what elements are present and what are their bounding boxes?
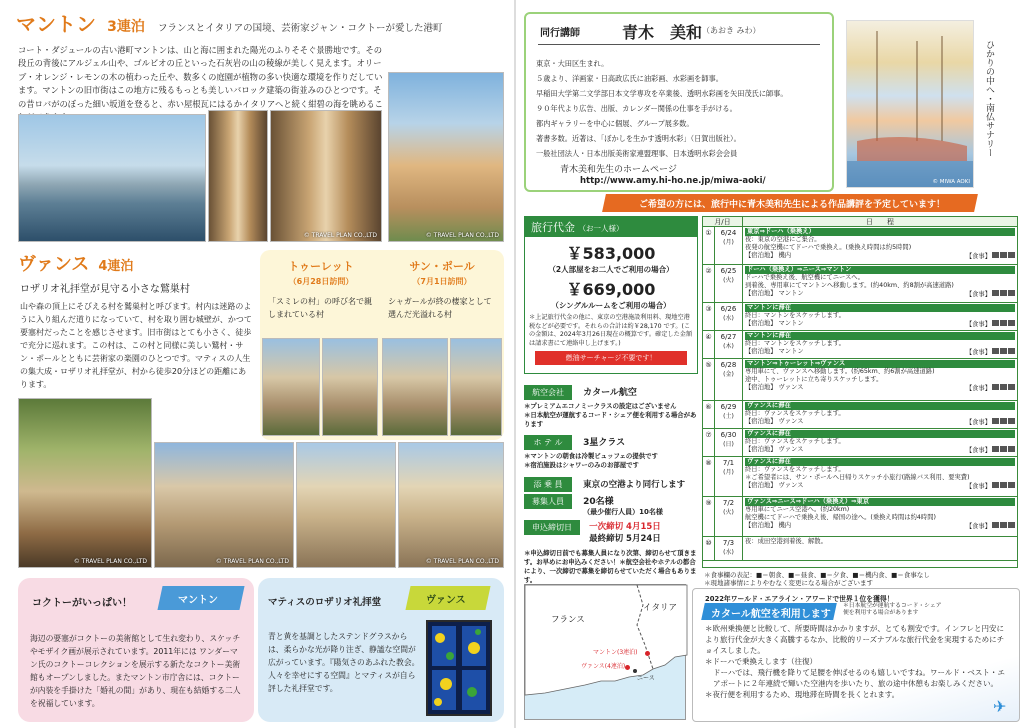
bio-line: 東京・大田区生まれ。: [536, 59, 609, 68]
schedule-row: [703, 227, 1017, 265]
schedule-activity: 終日：ヴァンスをスケッチします。: [745, 438, 845, 445]
schedule-day-number: ③: [703, 303, 715, 330]
schedule-rows: [703, 227, 1017, 561]
meal-icon: [992, 348, 999, 354]
schedule-day-number: ⑤: [703, 359, 715, 400]
schedule-day-number: ⑩: [703, 537, 715, 560]
qatar-title: カタール航空を利用します: [711, 609, 831, 620]
menton-harbor-photo: [18, 114, 206, 242]
saintpaul-date: （7月1日訪問）: [412, 277, 472, 286]
schedule-route: マントンに滞在: [745, 304, 1015, 312]
meal-icon: [1000, 252, 1007, 258]
schedule-day-number: ①: [703, 227, 715, 264]
vence-header: [18, 250, 268, 274]
saintpaul-name: サン・ポール: [409, 260, 475, 273]
schedule-date-value: 6/27: [720, 333, 737, 341]
meal-icon: [1000, 522, 1007, 528]
instructor-reading: （あおき みわ）: [702, 26, 761, 35]
meal-icon: [1000, 320, 1007, 326]
schedule-date-value: 7/1: [722, 459, 735, 467]
qatar-award: 2022年ワールド・エアライン・アワードで世界１位を獲得！: [705, 595, 894, 603]
menton-nights: 3連泊: [107, 19, 145, 35]
bio-line: 著書多数。近著は、「ぼかしを生かす透明水彩」（日賀出版社）。: [536, 134, 741, 143]
painting-image: [846, 20, 974, 188]
schedule-stay: [745, 320, 1015, 329]
schedule-stay-place: 【宿泊地】 マントン: [745, 290, 804, 297]
schedule-stay: [745, 348, 1015, 357]
schedule-meal: 【食事】: [966, 348, 1015, 357]
tourrettes-desc: 「スミレの村」の呼び名で親しまれている村: [268, 297, 372, 319]
schedule-row: [703, 457, 1017, 497]
schedule-route: ヴァンスに滞在: [745, 402, 1015, 410]
meal-icon: [1008, 290, 1015, 296]
meal-icon: [1008, 446, 1015, 452]
instructor-name: 青木 美和: [622, 23, 703, 42]
price-amount-1: ￥583,000: [566, 244, 656, 263]
cocteau-box: [18, 578, 254, 722]
menton-town-photo: [388, 72, 504, 242]
schedule-stay-place: 【宿泊地】 マントン: [745, 348, 804, 355]
schedule-weekday: (火): [723, 277, 734, 284]
meal-icon: [1000, 290, 1007, 296]
schedule-stay: [745, 418, 1015, 427]
schedule-date: [715, 227, 742, 264]
schedule-date: [715, 359, 742, 400]
schedule-date: [715, 537, 742, 560]
schedule-date-value: 6/25: [720, 267, 737, 275]
schedule-row: [703, 359, 1017, 401]
schedule-legend-2: ＊現地諸事情によりやむなく変更になる場合がございます: [704, 579, 873, 587]
schedule-meal: 【食事】: [966, 522, 1015, 531]
schedule-date-cell: [703, 537, 743, 560]
airline-row: [524, 380, 698, 429]
schedule-route: ヴァンスに滞在: [745, 430, 1015, 438]
cocteau-tag-label: マントン: [178, 595, 218, 606]
schedule-date-cell: [703, 359, 743, 400]
schedule-date-cell: [703, 303, 743, 330]
photo-credit: © TRAVEL PLAN CO.,LTD: [73, 558, 147, 565]
schedule-activity: 航空機にてドーハで乗換え後、帰国の途へ。(乗換え時間は約4時間): [745, 514, 936, 521]
schedule-stay: [745, 252, 1015, 261]
homepage-link[interactable]: http://www.amy.hi-ho.ne.jp/miwa-aoki/: [580, 176, 766, 186]
schedule-plan-cell: [743, 401, 1017, 428]
schedule-day-number: ②: [703, 265, 715, 302]
airline-label: 航空会社: [524, 385, 572, 400]
schedule-date-value: 6/28: [720, 361, 737, 369]
escort-label: 添 乗 員: [524, 477, 572, 492]
price-label: 旅行代金: [531, 221, 575, 234]
schedule-stay-place: 【宿泊地】 機内: [745, 252, 792, 259]
airline-value: カタール航空: [583, 388, 637, 398]
meal-icon: [992, 418, 999, 424]
cocteau-heading: コクトーがいっぱい！: [32, 598, 132, 609]
schedule-weekday: (火): [723, 509, 734, 516]
meal-icon: [992, 290, 999, 296]
matisse-box: [258, 578, 504, 722]
hotel-note: ＊宿泊施設はシャワーのみのお部屋です: [524, 461, 639, 469]
schedule-plan-cell: [743, 497, 1017, 536]
schedule-activity: 夜発の航空機にてドーハで乗換え。(乗換え時間は約5時間): [745, 244, 912, 251]
schedule-weekday: (木): [723, 343, 734, 350]
schedule-date: [715, 497, 742, 536]
saintpaul-block: [382, 258, 502, 321]
schedule-plan-cell: [743, 227, 1017, 264]
tourrettes-photo-2: [322, 338, 378, 436]
instructor-name-underline: [538, 44, 820, 45]
meal-icon: [992, 482, 999, 488]
schedule-stay-place: 【宿泊地】 ヴァンス: [745, 482, 804, 489]
schedule-meal: 【食事】: [966, 446, 1015, 455]
menton-alley-photo-2: [270, 110, 382, 242]
recruit-label: 募集人員: [524, 494, 572, 509]
airline-note: ＊日本航空が運航するコード・シェア便を利用する場合があります: [524, 411, 697, 428]
schedule-date: [715, 401, 742, 428]
deadline-row: [524, 520, 698, 585]
stained-glass-image: [426, 620, 492, 716]
schedule-plan-cell: [743, 303, 1017, 330]
vence-fountain-photo-1: [296, 442, 396, 568]
schedule-activity: 到着後、専用車にてマントンへ移動します。(約40km、約8割が高速道路): [745, 282, 954, 289]
schedule-activity: 終日：ヴァンスをスケッチします。: [745, 410, 845, 417]
schedule-stay-place: 【宿泊地】 ヴァンス: [745, 446, 804, 453]
schedule-activity: ドーハで乗換え後、航空機にてニースへ。: [745, 274, 864, 281]
schedule-meal: 【食事】: [966, 290, 1015, 299]
bio-line: ９０年代より広告、出版、カレンダー関係の仕事を手がける。: [536, 104, 737, 113]
schedule-stay-place: 【宿泊地】 マントン: [745, 320, 804, 327]
col-date-header: 月/日: [703, 217, 743, 226]
menton-alley-photo-1: [208, 110, 268, 242]
map-label-vence: ヴァンス(4連泊): [581, 663, 626, 670]
schedule-date-value: 7/2: [722, 499, 735, 507]
schedule-date-cell: [703, 265, 743, 302]
matisse-body: 青と黄を基調としたステンドグラスからは、柔らかな光が降り注ぎ、静謐な空間が広がっています。『陽気さのあふれた教会。人々を幸せにする空間』とマティスが自ら評した礼拝堂です。: [268, 632, 420, 693]
price-note-2: （シングルルームをご利用の場合）: [551, 301, 671, 310]
meal-icon: [992, 252, 999, 258]
schedule-date: [715, 429, 742, 456]
schedule-activity: 途中、トゥーレットに立ち寄りスケッチします。: [745, 376, 883, 383]
schedule-date-cell: [703, 331, 743, 358]
schedule-meal: 【食事】: [966, 482, 1015, 491]
saintpaul-photo-2: [450, 338, 502, 436]
photo-credit: © TRAVEL PLAN CO.,LTD: [425, 232, 499, 239]
photo-credit: © TRAVEL PLAN CO.,LTD: [425, 558, 499, 565]
deadline-last: 最終締切 5月24日: [589, 534, 661, 544]
qatar-line: ドーハでは、飛行機を降りて足腰を伸ばせるのも嬉しいですね。ワールド・ベスト・エアポートに２年連続で輝いた空港内を歩いたり、旅の途中休憩もお楽しみください。: [713, 668, 1005, 688]
saintpaul-desc: シャガールが終の棲家として選んだ光溢れる村: [388, 297, 492, 319]
schedule-meal: 【食事】: [966, 384, 1015, 393]
qatar-line: ＊ドーハで乗換えします（往復）: [705, 657, 817, 666]
instructor-bio: [536, 56, 832, 161]
schedule-day-number: ④: [703, 331, 715, 358]
schedule-weekday: (金): [723, 371, 734, 378]
painting-sketch: [847, 21, 973, 187]
schedule-stay: [745, 446, 1015, 455]
deadline-notes: ＊申込締切日前でも募集人員になり次第、締切らせて頂きます。お早めにお申込みください！＊航空会社やホテルの都合により、一次締切で募集を締切らせていただく場合もあります。: [524, 549, 697, 584]
schedule-date-value: 6/29: [720, 403, 737, 411]
schedule-weekday: (日): [723, 441, 734, 448]
tourrettes-block: [262, 258, 380, 321]
meal-icon: [992, 384, 999, 390]
schedule-day-number: ⑦: [703, 429, 715, 456]
price-per: （お一人様）: [578, 224, 624, 233]
deadline-label: 申込締切日: [524, 520, 580, 535]
schedule-date-value: 7/3: [722, 539, 735, 547]
surcharge-badge: 燃油サーチャージ不要です！: [535, 351, 687, 365]
schedule-route: ドーハ（乗換え）⇒ニース⇒マントン: [745, 266, 1015, 274]
schedule-date: [715, 331, 742, 358]
schedule-weekday: (土): [723, 413, 734, 420]
matisse-heading: マティスのロザリオ礼拝堂: [268, 597, 382, 608]
schedule-row: [703, 429, 1017, 457]
schedule-route: ヴァンスに滞在: [745, 458, 1015, 466]
schedule-weekday: (水): [723, 315, 734, 322]
stained-glass-pattern: [428, 622, 490, 714]
schedule-activity: 夜：東京の空港にご集合。: [745, 236, 821, 243]
meal-icon: [1000, 418, 1007, 424]
recruit-value: 20名様: [583, 497, 614, 507]
meal-icon: [1008, 522, 1015, 528]
schedule-date: [715, 457, 742, 496]
hotel-note: ＊マントンの朝食は冷製ビュッフェの提供です: [524, 452, 658, 460]
escort-value: 東京の空港より同行します: [583, 480, 686, 490]
schedule-date-value: 6/30: [720, 431, 737, 439]
qatar-line: ＊欧州乗換便と比較して、所要時間はかかりますが、とても割安です。インフレと円安により旅行代金が大きく高騰するなか、比較的リーズナブルな旅行代金を実現するためにチョイスしました。: [705, 624, 1005, 655]
schedule-meal: 【食事】: [966, 320, 1015, 329]
schedule-activity: ＊ご希望者には、サン・ポールへ日帰りスケッチ小旅行(路線バス利用、要実費): [745, 474, 970, 481]
nice-marker: [633, 669, 637, 673]
menton-header: [16, 8, 512, 36]
painting-credit: © MIWA AOKI: [932, 179, 970, 185]
menton-title: マントン: [16, 12, 96, 36]
map-label-menton: マントン(3連泊): [593, 649, 638, 656]
schedule-row: [703, 265, 1017, 303]
bio-line: 早稲田大学第二文学部日本文学専攻を卒業後、透明水彩画を矢田茂氏に師事。: [536, 89, 788, 98]
schedule-meal: 【食事】: [966, 418, 1015, 427]
schedule-weekday: (月): [723, 239, 734, 246]
vence-subtitle: ロザリオ礼拝堂が見守る小さな鷲巣村: [20, 284, 190, 295]
matisse-tag-label: ヴァンス: [426, 595, 466, 606]
vence-nights: 4連泊: [98, 259, 134, 274]
map-label-nice: ニース: [637, 675, 655, 682]
map-label-france: フランス: [551, 615, 585, 625]
schedule-plan-cell: [743, 429, 1017, 456]
homepage-label: 青木美和先生のホームページ: [560, 165, 677, 175]
meal-icon: [1000, 348, 1007, 354]
schedule-date: [715, 303, 742, 330]
vence-fountain-photo-2: [398, 442, 504, 568]
meal-icon: [1000, 446, 1007, 452]
vence-marker: [625, 665, 630, 670]
meal-icon: [1008, 348, 1015, 354]
bio-line: ５歳より、洋画家・日高政広氏に油彩画、水彩画を師事。: [536, 74, 723, 83]
schedule-plan-cell: [743, 331, 1017, 358]
meal-icon: [992, 446, 999, 452]
schedule-row: [703, 537, 1017, 561]
region-map: [524, 584, 686, 720]
meal-icon: [1000, 384, 1007, 390]
schedule-route: マントンに滞在: [745, 332, 1015, 340]
meal-icon: [992, 522, 999, 528]
schedule-date-value: 6/26: [720, 305, 737, 313]
hotel-value: 3星クラス: [583, 438, 626, 448]
schedule-route: ヴァンス⇒ニース⇒ドーハ（乗換え）⇒東京: [745, 498, 1015, 506]
schedule-day-number: ⑨: [703, 497, 715, 536]
page-divider: [514, 0, 516, 728]
schedule-row: [703, 401, 1017, 429]
qatar-body: [705, 623, 1005, 700]
tourrettes-photo-1: [262, 338, 320, 436]
schedule-stay-place: 【宿泊地】 ヴァンス: [745, 418, 804, 425]
instructor-label: 同行講師: [540, 28, 580, 39]
schedule-date: [715, 265, 742, 302]
schedule-route: 東京⇒ドーハ（乗換え）: [745, 228, 1015, 236]
price-amount-2: ￥669,000: [566, 280, 656, 299]
schedule-legend: ＊食事欄の表記：■＝朝食、■＝昼食、■＝夕食、■＝機内食、■＝食事なし: [704, 571, 930, 579]
schedule-date-cell: [703, 227, 743, 264]
schedule-header: [703, 217, 1017, 227]
schedule-stay-place: 【宿泊地】 ヴァンス: [745, 384, 804, 391]
hotel-label: ホ テ ル: [524, 435, 572, 450]
saintpaul-photo-1: [382, 338, 448, 436]
bio-line: 都内ギャラリーを中心に個展、グループ展多数。: [536, 119, 694, 128]
schedule-date-value: 6/24: [720, 229, 737, 237]
meal-icon: [1008, 418, 1015, 424]
vence-body: 山や森の頂上にそびえる村を鷲巣村と呼びます。村内は迷路のように入り組んだ道りになっていて、村を取り囲む城壁が、かつて要塞村だったことを感じさせます。旧市街はとても小さく、徒歩で充分に巡れます。この村は、この村と同様に美しい鷲村・サン・ポールとともに芸術家の楽園のひとつです。マティスの人生の集大成・ロザリオ礼拝堂が、村から徒歩20分ほどの距離にあります。: [20, 302, 252, 389]
vence-square-photo: [154, 442, 294, 568]
price-fine-print: ＊上記旅行代金の他に、東京の空港施設利用料、現地空港税などが必要です。それらの合計は約￥28,170 です。(この金額は、2024年3月26日現在の概算です。確定した金額は請求書にて連絡申し上げます。): [529, 314, 693, 347]
schedule-plan-cell: [743, 537, 1017, 560]
schedule-route: マントン⇒トゥーレット⇒ヴァンス: [745, 360, 1015, 368]
photo-credit: © TRAVEL PLAN CO.,LTD: [303, 232, 377, 239]
recruit-minimum: （最少催行人員）10名様: [583, 508, 663, 516]
tourrettes-date: （6月28日訪問）: [288, 277, 354, 286]
vence-title: ヴァンス: [18, 254, 90, 275]
price-header: [525, 217, 697, 237]
schedule-activity: 夜：成田空港到着後、解散。: [745, 538, 827, 545]
cocteau-body: 海辺の要塞がコクトーの美術館として生れ変わり、スケッチやモザイク画が展示されています。2011年には ワンダーマン氏のコクトーコレクションを展示する新たなコクトー美術館もオープンしました。またマントン市庁舎には、コクトーが内装を手掛けた「婚礼の間」があり、現在も結婚する二人を祝福しています。: [30, 634, 241, 708]
qatar-line: ＊夜行便を利用するため、現地滞在時間を長くとれます。: [705, 690, 900, 699]
tourrettes-name: トゥーレット: [288, 260, 354, 273]
painting-caption: ひかりの中へ・南仏サナリー: [984, 40, 994, 157]
recruit-row: [524, 494, 698, 518]
schedule-activity: 終日：マントンをスケッチします。: [745, 340, 845, 347]
price-box: [524, 216, 698, 374]
schedule-date-cell: [703, 457, 743, 496]
schedule-day-number: ⑧: [703, 457, 715, 496]
meal-icon: [1008, 320, 1015, 326]
meal-icon: [1000, 482, 1007, 488]
col-plan-header: 日 程: [866, 218, 894, 226]
schedule-activity: 終日：ヴァンスをスケッチします。: [745, 466, 845, 473]
schedule-plan-cell: [743, 359, 1017, 400]
schedule-meal: 【食事】: [966, 252, 1015, 261]
airline-note: ＊プレミアムエコノミークラスの設定はございません: [524, 402, 677, 410]
price-note-1: （2人部屋をお二人でご利用の場合）: [548, 265, 674, 274]
schedule-weekday: (月): [723, 469, 734, 476]
schedule-date-cell: [703, 497, 743, 536]
schedule-stay-place: 【宿泊地】 機内: [745, 522, 792, 529]
menton-body: コート・ダジュールの古い港町マントンは、山と海に囲まれた陽光のふりそそぐ景勝地です。その段丘の背後にアルジェル山や、ゴルビオの丘といった石灰岩の山の稜線が美しく見えます。オリーブ・オレンジ・レモンの木の植わった丘や、数多くの庭園が植物の多い快適な環境を作りだしています。マントンの旧市街はこの地方に残るもっとも美しいバロック建築の街並みのひとつです。その昔ロバがのぼった細い坂道を登ると、赤い屋根瓦にはるかイタリアへと続く紺碧の海を眺めるこ: [18, 45, 383, 109]
schedule-table: [702, 216, 1018, 568]
schedule-stay: [745, 384, 1015, 393]
airplane-icon: ✈: [993, 697, 1007, 716]
hotel-row: [524, 430, 698, 470]
schedule-activity: 終日：マントンをスケッチします。: [745, 312, 845, 319]
schedule-stay: [745, 290, 1015, 299]
schedule-activity: 専用車にて、ヴァンスへ移動します。(約65km、約6割が高速道路): [745, 368, 935, 375]
schedule-plan-cell: [743, 265, 1017, 302]
menton-marker: [645, 651, 650, 656]
meal-icon: [1008, 252, 1015, 258]
schedule-day-number: ⑥: [703, 401, 715, 428]
meal-icon: [1008, 384, 1015, 390]
escort-row: [524, 472, 698, 492]
schedule-row: [703, 497, 1017, 537]
schedule-date-cell: [703, 401, 743, 428]
schedule-stay: [745, 522, 1015, 531]
schedule-row: [703, 303, 1017, 331]
qatar-note: ＊日本航空が運航するコード・シェア便を利用する場合があります: [843, 603, 942, 616]
qatar-box: [692, 588, 1020, 722]
deadline-first: 一次締切 4月15日: [589, 522, 661, 532]
meal-icon: [992, 320, 999, 326]
vence-cafe-photo: [18, 398, 152, 568]
bio-line: 一般社団法人・日本出版美術家連盟理事、日本透明水彩会会員: [536, 149, 738, 158]
photo-credit: © TRAVEL PLAN CO.,LTD: [215, 558, 289, 565]
schedule-weekday: (水): [723, 549, 734, 556]
schedule-activity: 専用車にてニース空港へ。(約20km): [745, 506, 850, 513]
critique-text: ご希望の方には、旅行中に青木美和先生による作品講評を予定しています！: [638, 200, 945, 210]
schedule-stay: [745, 482, 1015, 491]
meal-icon: [1008, 482, 1015, 488]
schedule-date-cell: [703, 429, 743, 456]
map-label-italy: イタリア: [643, 603, 678, 613]
schedule-row: [703, 331, 1017, 359]
menton-subtitle: フランスとイタリアの国境、芸術家ジャン・コクトーが愛した港町: [157, 23, 443, 34]
schedule-plan-cell: [743, 457, 1017, 496]
